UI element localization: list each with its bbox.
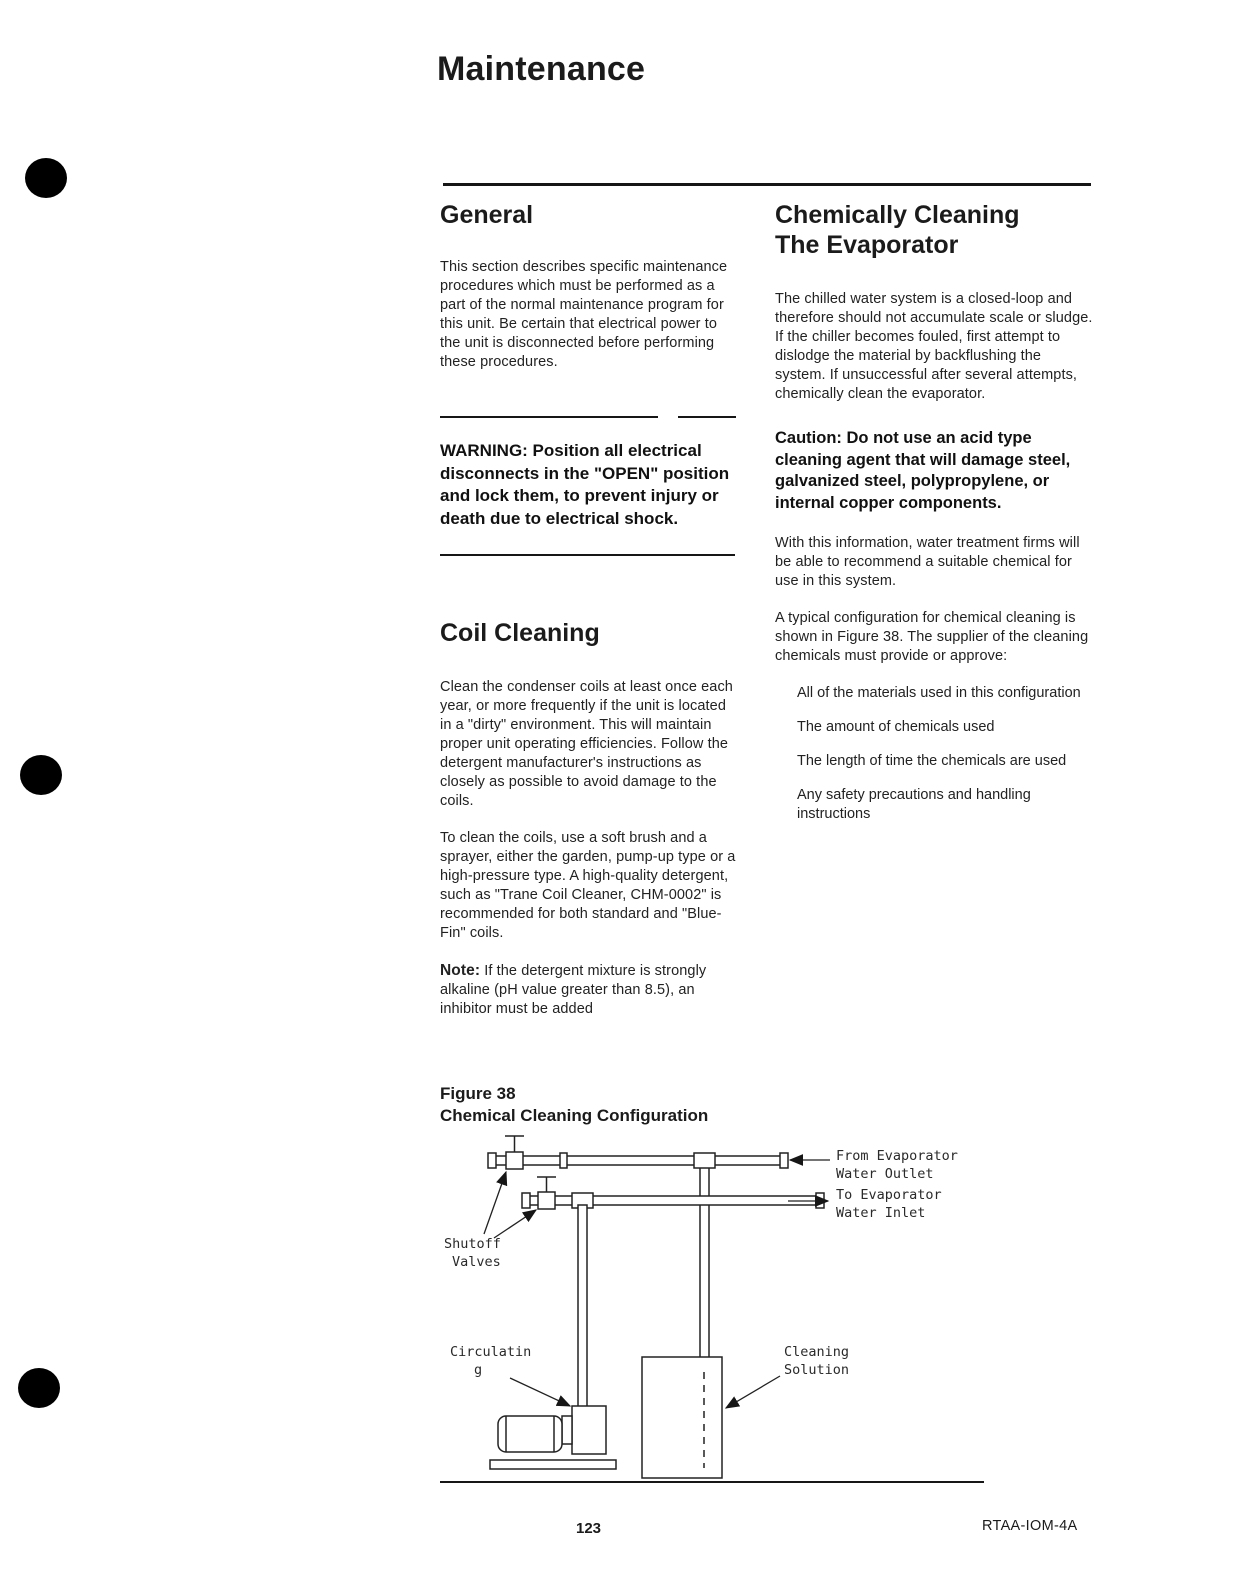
warning-rule-top [440, 416, 740, 418]
general-body: This section describes specific maintenance procedures which must be performed as a part of the normal maintenance program for this unit. Be certain that electrical power to the unit is disconnected before performing these procedures. [440, 259, 728, 370]
chem-requirements-list [775, 684, 1095, 824]
binding-hole [20, 755, 62, 795]
list-item: Any safety precautions and handling instructions [797, 787, 1031, 822]
annotation-from-evaporator-2: Water Outlet [836, 1166, 934, 1182]
arrow-cleaning-solution [726, 1376, 780, 1408]
tee-fitting [694, 1153, 715, 1168]
section-heading-coil-cleaning: Coil Cleaning [440, 619, 600, 647]
note-label: Note: [440, 962, 481, 979]
annotation-shutoff-1: Shutoff [444, 1236, 501, 1252]
right-column [775, 200, 1095, 839]
pipe-fitting [780, 1153, 788, 1168]
figure-caption: Chemical Cleaning Configuration [440, 1106, 709, 1125]
section-divider [443, 183, 1091, 186]
annotation-cleaning-1: Cleaning [784, 1344, 850, 1360]
annotation-to-evaporator-1: To Evaporator [836, 1187, 942, 1203]
coil-cleaning-note [440, 961, 740, 1019]
arrow-shutoff-valve-2 [494, 1210, 536, 1238]
pump-motor [498, 1416, 562, 1452]
list-item: The amount of chemicals used [797, 719, 995, 735]
pipe-fitting [522, 1193, 530, 1208]
heading-line-2: The Evaporator [775, 231, 959, 259]
list-item: The length of time the chemicals are used [797, 753, 1067, 769]
pipe-to-pump [578, 1205, 587, 1408]
annotation-to-evaporator-2: Water Inlet [836, 1205, 926, 1221]
list-item: All of the materials used in this configuration [797, 685, 1081, 701]
coil-cleaning-para-2: To clean the coils, use a soft brush and a sprayer, either the garden, pump-up type or a high-pressure type. A high-quality detergent, such as "Trane Coil Cleaner, CHM-0002" is recommended for both standard and "Blue-Fin" coils. [440, 830, 736, 941]
left-column [440, 200, 740, 1019]
warning-rule-bottom [440, 554, 735, 556]
cleaning-solution-tank [642, 1357, 722, 1478]
page-title: Maintenance [437, 50, 646, 88]
pipe-to-tank [700, 1166, 709, 1358]
pipe-outlet [494, 1156, 784, 1165]
coil-cleaning-para-1: Clean the condenser coils at least once each year, or more frequently if the unit is located in a "dirty" environment. This will maintain proper unit operating efficiencies. Follow the detergent manufacturer's instructions as closely as possible to avoid damage to the coils. [440, 679, 733, 809]
shutoff-valve-icon [538, 1192, 555, 1209]
annotation-shutoff-2: Valves [452, 1254, 501, 1270]
pump-base [490, 1460, 616, 1469]
annotation-cleaning-2: Solution [784, 1362, 850, 1378]
pipe-fitting [488, 1153, 496, 1168]
annotation-from-evaporator-1: From Evaporator [836, 1148, 958, 1164]
annotation-circulating-1: Circulatin [450, 1344, 532, 1360]
heading-line-1: Chemically Cleaning [775, 201, 1020, 229]
note-body: If the detergent mixture is strongly alkaline (pH value greater than 8.5), an inhibitor must be added [440, 963, 707, 1017]
section-heading-chemically-cleaning [775, 200, 1095, 260]
arrow-shutoff-valve-1 [484, 1172, 506, 1234]
elbow-piping-inner [613, 1354, 645, 1410]
chem-cleaning-para-2: With this information, water treatment firms will be able to recommend a suitable chemical for use in this system. [775, 535, 1080, 589]
arrow-circulating-pump [510, 1378, 570, 1406]
binding-hole [18, 1368, 60, 1408]
footer-doc-code: RTAA-IOM-4A [982, 1518, 1078, 1534]
pump-housing [572, 1406, 606, 1454]
pump-coupling [562, 1416, 572, 1444]
shutoff-valve-icon [506, 1152, 523, 1169]
pipe-fitting [560, 1153, 567, 1168]
caution-text: Caution: Do not use an acid type cleaning agent that will damage steel, galvanized steel, polypropylene, or internal copper components. [775, 429, 1071, 512]
footer-page-number: 123 [576, 1520, 602, 1537]
binding-hole [25, 158, 67, 198]
figure-number: Figure 38 [440, 1084, 516, 1103]
annotation-circulating-2: g [474, 1362, 483, 1378]
chem-cleaning-para-1: The chilled water system is a closed-loop and therefore should not accumulate scale or sludge. If the chiller becomes fouled, first attempt to dislodge the material by backflushing the system. If unsuccessful after several attempts, chemically clean the evaporator. [775, 291, 1093, 402]
section-heading-general: General [440, 201, 534, 229]
chem-cleaning-para-3: A typical configuration for chemical cleaning is shown in Figure 38. The supplier of the cleaning chemicals must provide or approve: [775, 610, 1089, 664]
chemical-cleaning-diagram [432, 1120, 1007, 1512]
warning-text: WARNING: Position all electrical disconnects in the "OPEN" position and lock them, to prevent injury or death due to electrical shock. [440, 441, 730, 528]
